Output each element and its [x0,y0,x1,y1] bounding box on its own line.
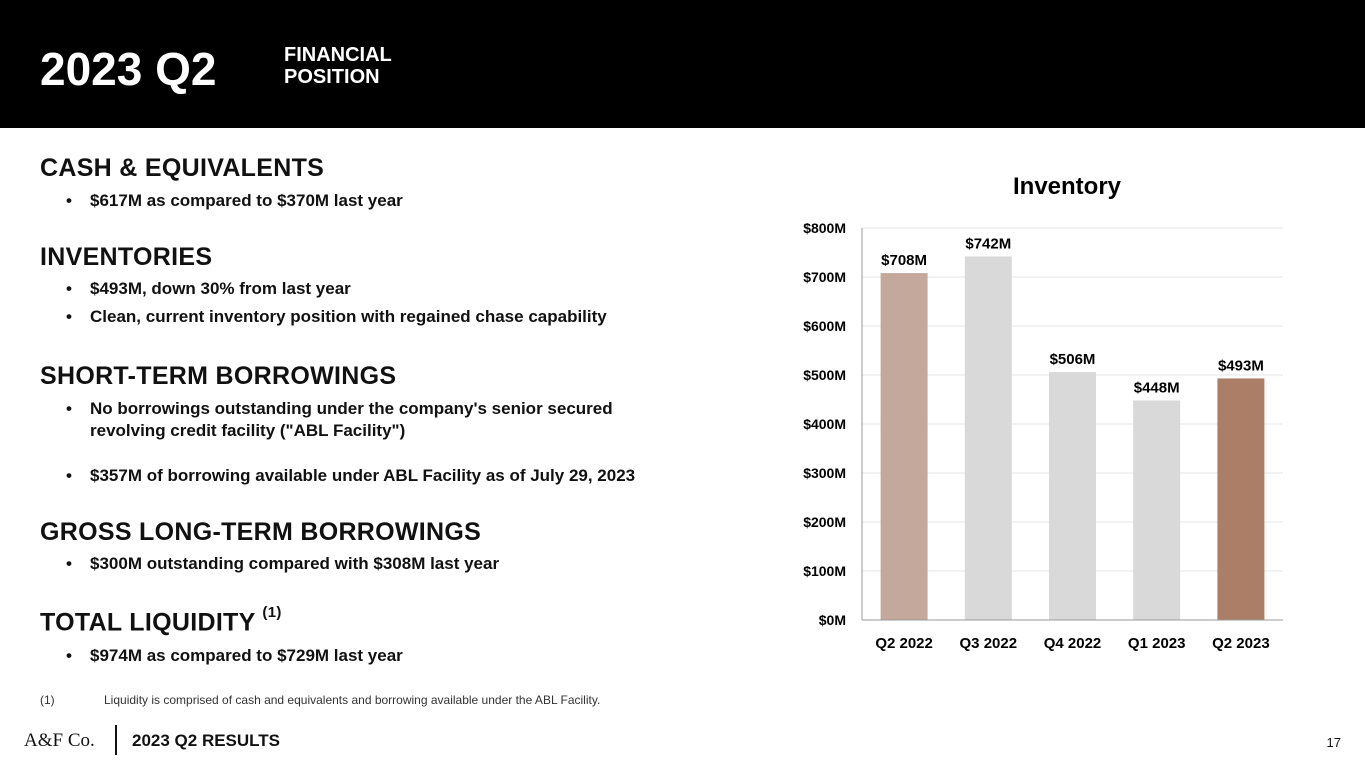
bullet-inventories-1: • $493M, down 30% from last year [66,279,351,298]
bar [1133,400,1180,620]
bullet-short-term-2: • $357M of borrowing available under ABL Facility as of July 29, 2023 [66,466,636,485]
bullet-cash: • $617M as compared to $370M last year [66,191,403,210]
section-title-short-term: SHORT-TERM BORROWINGS [40,362,397,390]
chart-title: Inventory [1012,173,1122,200]
page-title: 2023 Q2 [40,43,217,95]
bar [1049,372,1096,620]
footer-label: 2023 Q2 RESULTS [132,731,281,750]
bullet-liquidity: • $974M as compared to $729M last year [66,646,403,665]
company-logo: A&F Co. [24,730,95,751]
x-tick-label: Q4 2022 [1043,635,1102,652]
x-tick-label: Q2 2023 [1212,635,1270,652]
footer-divider [115,725,117,755]
x-tick-label: Q2 2022 [875,635,933,652]
bullet-inventories-2: • Clean, current inventory position with regained chase capability [66,307,607,326]
x-tick-label: Q3 2022 [959,635,1018,652]
y-tick-label: $200M [803,514,846,530]
data-label: $493M [1217,357,1264,375]
bullet-long-term: • $300M outstanding compared with $308M last year [66,554,500,573]
section-title-cash: CASH & EQUIVALENTS [40,154,325,182]
data-label: $448M [1133,379,1180,397]
header-bar [0,0,1365,128]
page-number: 17 [1326,735,1341,750]
section-title-inventories: INVENTORIES [40,243,213,271]
y-tick-label: $300M [803,465,846,481]
section-title-liquidity: TOTAL LIQUIDITY $^{(1)}$ [40,604,282,637]
y-tick-label: $100M [803,563,846,579]
footnote: (1) Liquidity is comprised of cash and equivalents and borrowing available under the ABL Facility. [40,693,601,707]
data-label: $742M [965,235,1012,253]
y-tick-label: $800M [803,220,846,236]
page-subtitle: FINANCIAL POSITION [284,44,392,88]
data-label: $708M [881,252,928,270]
x-tick-label: Q1 2023 [1127,635,1186,652]
y-tick-label: $400M [803,416,846,432]
bar [881,273,928,620]
y-tick-label: $500M [803,367,846,383]
y-tick-label: $600M [803,318,846,334]
y-tick-label: $700M [803,269,846,285]
data-label: $506M [1049,351,1096,369]
bullet-short-term-1: • No borrowings outstanding under the company's senior secured revolving credit facility ("ABL Facility") [66,399,613,440]
bar [965,256,1012,620]
bar [1217,378,1264,620]
section-title-long-term: GROSS LONG-TERM BORROWINGS [40,518,482,546]
y-tick-label: $0M [818,612,846,628]
